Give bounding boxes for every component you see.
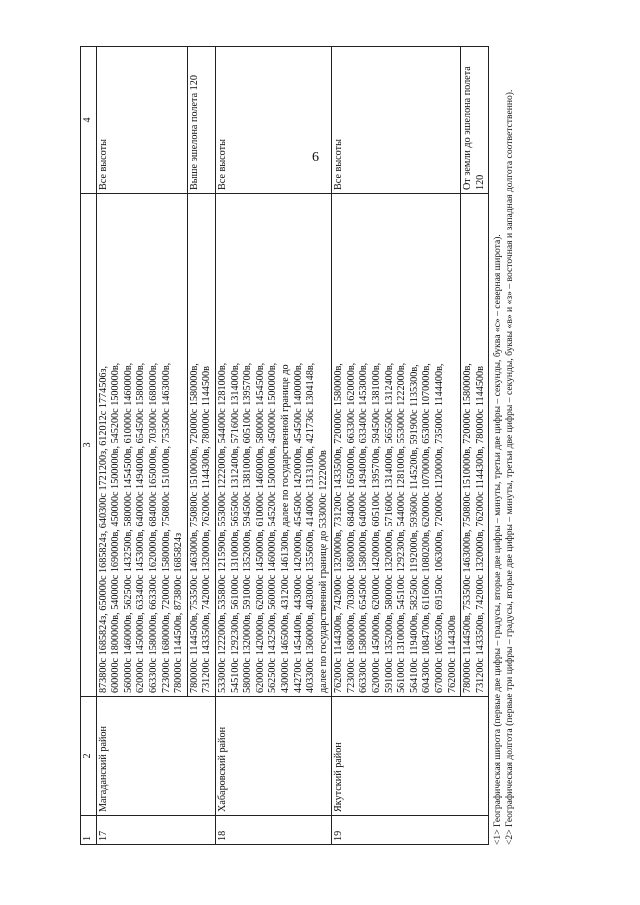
height-cell: Выше эшелона полета 120 <box>187 47 215 194</box>
table-row <box>96 47 187 845</box>
height-cell: От земли до эшелона полета 120 <box>461 47 489 194</box>
header-col-3: 3 <box>81 194 97 697</box>
header-col-1: 1 <box>81 816 97 845</box>
page-number: 6 <box>312 150 319 165</box>
footnote-latitude: <1> Географическая широта (первые две цифры – градусы, вторые две цифры – минуты, третьи две цифры – секунды, буква «с» – северная широта). <box>492 234 504 845</box>
row-number: 19 <box>332 816 489 845</box>
header-col-4: 4 <box>81 47 97 194</box>
coordinates-cell: 780000с 1144500в, 753500с 1463000в, 750800с 1510000в, 720000с 1580000в, 731200с 1433500в, 742000с 1320000в, 762000с 1144300в, 780000с 1144500в <box>187 194 215 697</box>
height-cell: Все высоты <box>96 47 187 194</box>
region-name: Якутский район <box>332 697 489 816</box>
table-row <box>332 47 461 845</box>
footnote-longitude: <2> Географическая долгота (первые три цифры – градусы, вторые две цифры – минуты, третьи две цифры – секунды, буквы «в» и «з» – восточная и западная долгота соответственно). <box>504 89 516 845</box>
height-cell: Все высоты <box>215 47 331 194</box>
height-cell: Все высоты <box>332 47 461 194</box>
coordinates-cell: 780000с 1144500в, 753500с 1463000в, 750800с 1510000в, 720000с 1580000в, 731200с 1433500в, 742000с 1320000в, 762000с 1144300в, 780000с 1144500в <box>461 194 489 697</box>
row-number: 18 <box>215 816 331 845</box>
row-number: 17 <box>96 816 215 845</box>
airspace-table <box>80 46 489 845</box>
table-row <box>215 47 331 845</box>
coordinates-cell: 873800с 1685824з, 650000с 1685824з, 640300с 1721200з, 612012с 1774506з, 600000с 1800000в, 540000с 1690000в, 450000с 1500000в, 545200с 1500000в, 560000с 1460000в, 562500с 1432500в, 580000с 1454500в, 610000с 1460000в, 620000с 1450000в, 633400с 1453000в, 640000с 1494000в, 654500с 1580000в, 663300с 1580000в, 663300с 1620000в, 684000с 1650000в, 703000с 1680000в, 723000с 1680000в, 720000с 1580000в, 750800с 1510000в, 753500с 1463000в, 780000с 1144500в, 873800с 1685824з <box>96 194 187 697</box>
region-name: Магаданский район <box>96 697 215 816</box>
table-header-row <box>81 47 97 845</box>
rotated-page-content <box>80 55 560 845</box>
coordinates-cell: 762000с 1144300в, 742000с 1320000в, 731200с 1433500в, 720000с 1580000в, 723000с 1680000в, 703000с 1680000в, 684000с 1650000в, 663300с 1620000в, 663300с 1580000в, 654500с 1580000в, 640000с 1494000в, 633400с 1453000в, 620000с 1450000в, 620000с 1420000в, 605100с 1395700в, 594500с 1381000в, 591000с 1352000в, 580000с 1320000в, 571600с 1314000в, 565500с 1312400в, 561000с 1310000в, 545100с 1292300в, 544000с 1281000в, 553000с 1222000в, 564100с 1194000в, 582500с 1192000в, 593600с 1145200в, 591900с 1135300в, 604300с 1084700в, 611600с 1080200в, 620000с 1070000в, 653000с 1070000в, 670000с 1065500в, 691500с 1063000в, 720000с 1120000в, 735000с 1144400в, 762000с 1144300в <box>332 194 461 697</box>
coordinates-cell: 533000с 1222000в, 535800с 1215900в, 553000с 1222000в, 544000с 1281000в, 545100с 1292300в, 561000с 1310000в, 565500с 1312400в, 571600с 1314000в, 580000с 1320000в, 591000с 1352000в, 594500с 1381000в, 605100с 1395700в, 620000с 1420000в, 620000с 1450000в, 610000с 1460000в, 580000с 1454500в, 562500с 1432500в, 560000с 1460000в, 545200с 1500000в, 450000с 1500000в, 430000с 1465000в, 431200с 1461300в, далее по государственной границе до 442700с 1454400в, 443000с 1420000в, 454500с 1420000в, 454500с 1400000в, 403300с 1360000в, 403000с 1355600в, 414000с 1313100в, 421736с 1304148в, далее по государственной границе до 533000с 1222000в <box>215 194 331 697</box>
region-name: Хабаровский район <box>215 697 331 816</box>
footnotes <box>492 55 516 845</box>
header-col-2: 2 <box>81 697 97 816</box>
